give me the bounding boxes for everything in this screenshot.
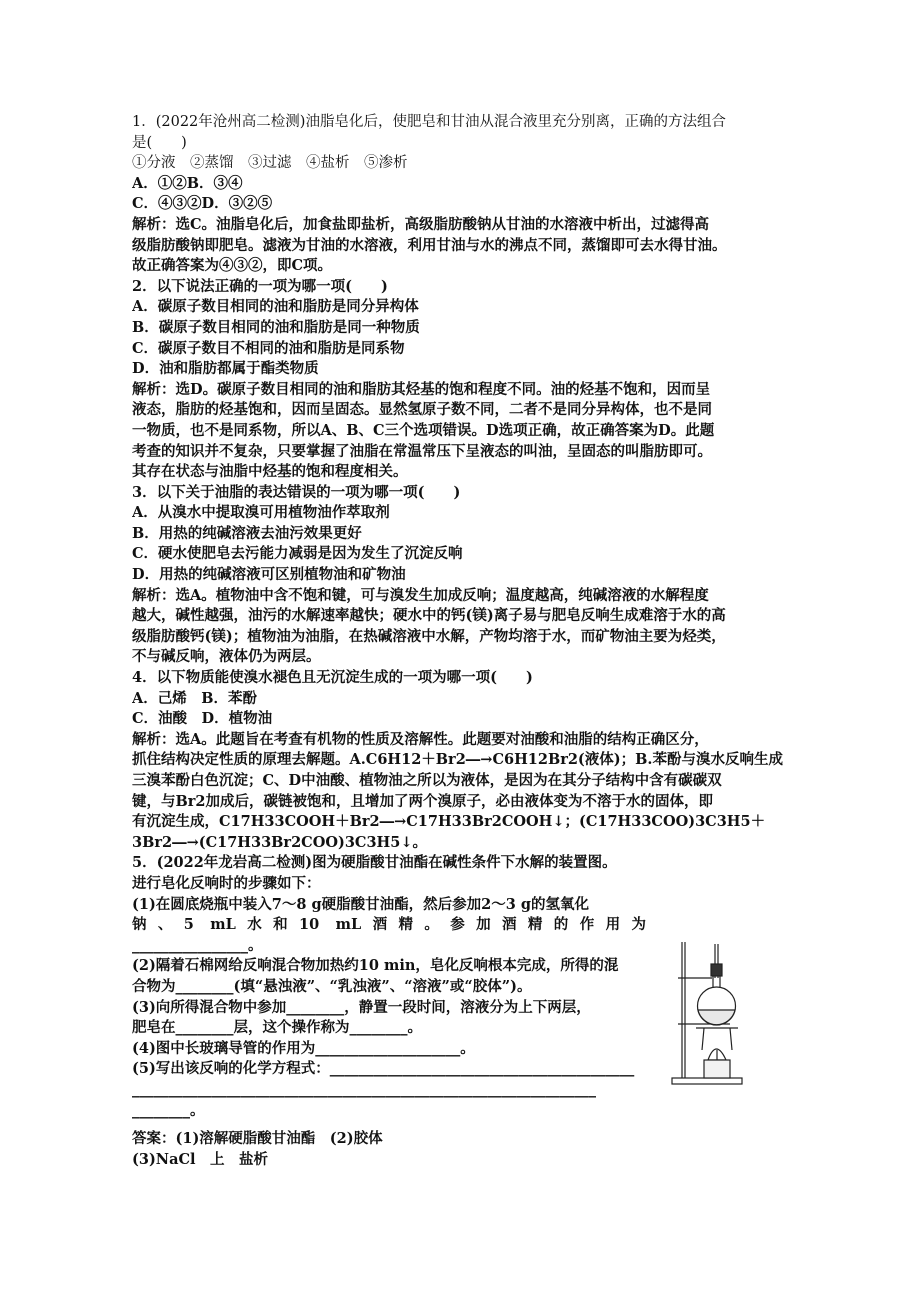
q5-intro: 进行皂化反响时的步骤如下： xyxy=(132,874,321,892)
q3-stem: 3．以下关于油脂的表达错误的一项为哪一项( ) xyxy=(132,483,461,501)
q1-options-cd: C．④③②D．③②⑤ xyxy=(132,195,273,213)
q1-items: ①分液 ②蒸馏 ③过滤 ④盐析 ⑤渗析 xyxy=(132,155,408,172)
q1-stem: 1．(2022年沧州高二检测)油脂皂化后，使肥皂和甘油从混合液里充分别离，正确的方法组合 xyxy=(132,114,726,130)
wire-gauze xyxy=(696,1028,738,1050)
q1-analysis: 级脂肪酸钠即肥皂。滤液为甘油的水溶液，利用甘油与水的沸点不同，蒸馏即可去水得甘油。 xyxy=(132,236,727,254)
answer-line: (3)NaCl 上 盐析 xyxy=(132,1150,269,1168)
q5-stem: 5．(2022年龙岩高二检测)图为硬脂酸甘油酯在碱性条件下水解的装置图。 xyxy=(132,854,617,872)
q5-step-3: (3)向所得混合物中参加________，静置一段时间，溶液分为上下两层， xyxy=(132,998,591,1016)
q2-analysis: 一物质，也不是同系物，所以A、B、C三个选项错误。D选项正确，故正确答案为D。此题 xyxy=(132,421,715,439)
q5-step-1: 钠、5 mL水和10 mL酒精。参加酒精的作用为 xyxy=(132,916,646,934)
q3-analysis: 解析：选A。植物油中含不饱和键，可与溴发生加成反响；温度越高，纯碱溶液的水解程度 xyxy=(132,586,709,604)
q4-options-ab: A．己烯 B．苯酚 xyxy=(132,689,258,707)
q2-analysis: 解析：选D。碳原子数目相同的油和脂肪其烃基的饱和程度不同。油的烃基不饱和，因而呈 xyxy=(132,380,711,398)
q4-analysis: 3Br2―→(C17H33Br2COO)3C3H5↓。 xyxy=(132,833,427,851)
q1-analysis: 解析：选C。油脂皂化后，加食盐即盐析，高级脂肪酸钠从甘油的水溶液中析出，过滤得高 xyxy=(132,215,710,233)
q2-analysis: 其存在状态与油脂中烃基的饱和程度相关。 xyxy=(132,463,408,481)
q5-step-5-blank: ________________________________________________________________ xyxy=(132,1080,596,1098)
q5-step-1-blank: ________________。 xyxy=(132,936,263,954)
q3-analysis: 不与碱反响，液体仍为两层。 xyxy=(132,648,321,666)
q3-option: C．硬水使肥皂去污能力减弱是因为发生了沉淀反响 xyxy=(132,545,463,563)
q4-analysis: 有沉淀生成，C17H33COOH＋Br2―→C17H33Br2COOH↓；(C17H33COO)3C3H5＋ xyxy=(132,813,766,831)
q4-analysis: 键，与Br2加成后，碳链被饱和，且增加了两个溴原子，必由液体变为不溶于水的固体，即 xyxy=(132,792,713,810)
q3-analysis: 越大，碱性越强，油污的水解速率越快；硬水中的钙(镁)离子易与肥皂反响生成难溶于水的高 xyxy=(132,607,726,625)
q1-analysis: 故正确答案为④③②，即C项。 xyxy=(132,257,333,275)
q1-options-ab: A．①②B．③④ xyxy=(132,174,243,192)
q5-step-4: (4)图中长玻璃导管的作用为____________________。 xyxy=(132,1039,475,1057)
q2-analysis: 液态，脂肪的烃基饱和，因而呈固态。显然氢原子数不同，二者不是同分异构体，也不是同 xyxy=(132,401,712,419)
round-bottom-flask xyxy=(698,976,736,1025)
answer-line: 答案：(1)溶解硬脂酸甘油酯 (2)胶体 xyxy=(132,1130,383,1148)
q2-stem: 2．以下说法正确的一项为哪一项( ) xyxy=(132,277,388,295)
q3-option: B．用热的纯碱溶液去油污效果更好 xyxy=(132,524,362,542)
q2-option: A．碳原子数目相同的油和脂肪是同分异构体 xyxy=(132,298,419,316)
q2-option: C．碳原子数目不相同的油和脂肪是同系物 xyxy=(132,339,405,357)
q5-step-1: (1)在圆底烧瓶中装入7～8 g硬脂酸甘油酯，然后参加2～3 g的氢氧化 xyxy=(132,895,590,913)
q4-options-cd: C．油酸 D．植物油 xyxy=(132,710,273,728)
long-glass-tube xyxy=(711,944,722,978)
saponification-apparatus-figure xyxy=(668,938,748,1088)
q5-step-2: 合物为________(填“悬浊液”、“乳浊液”、“溶液”或“胶体”)。 xyxy=(132,977,532,995)
q3-analysis: 级脂肪酸钙(镁)；植物油为油脂，在热碱溶液中水解，产物均溶于水，而矿物油主要为烃类， xyxy=(132,627,726,645)
q5-step-2: (2)隔着石棉网给反响混合物加热约10 min，皂化反响根本完成，所得的混 xyxy=(132,957,619,975)
q4-analysis: 解析：选A。此题旨在考查有机物的性质及溶解性。此题要对油酸和油脂的结构正确区分， xyxy=(132,730,709,748)
q4-stem: 4．以下物质能使溴水褪色且无沉淀生成的一项为哪一项( ) xyxy=(132,669,533,687)
q1-stem-end: 是( ) xyxy=(132,134,187,151)
q4-analysis: 三溴苯酚白色沉淀；C、D中油酸、植物油之所以为液体，是因为在其分子结构中含有碳碳双 xyxy=(132,772,722,789)
q5-step-3: 肥皂在________层，这个操作称为________。 xyxy=(132,1019,422,1037)
q2-option: B．碳原子数目相同的油和脂肪是同一种物质 xyxy=(132,318,420,336)
q5-step-5-blank: ________。 xyxy=(132,1101,205,1119)
alcohol-lamp xyxy=(704,1049,730,1078)
q3-option: D．用热的纯碱溶液可区别植物油和矿物油 xyxy=(132,566,406,584)
q4-analysis: 抓住结构决定性质的原理去解题。A.C6H12＋Br2―→C6H12Br2(液体)；B.苯酚与溴水反响生成 xyxy=(132,751,783,769)
q2-analysis: 考查的知识并不复杂，只要掌握了油脂在常温常压下呈液态的叫油，呈固态的叫脂肪即可。 xyxy=(132,442,712,460)
q5-step-5: (5)写出该反响的化学方程式：__________________________________________ xyxy=(132,1060,635,1078)
q2-option: D．油和脂肪都属于酯类物质 xyxy=(132,360,319,378)
q3-option: A．从溴水中提取溴可用植物油作萃取剂 xyxy=(132,504,390,522)
